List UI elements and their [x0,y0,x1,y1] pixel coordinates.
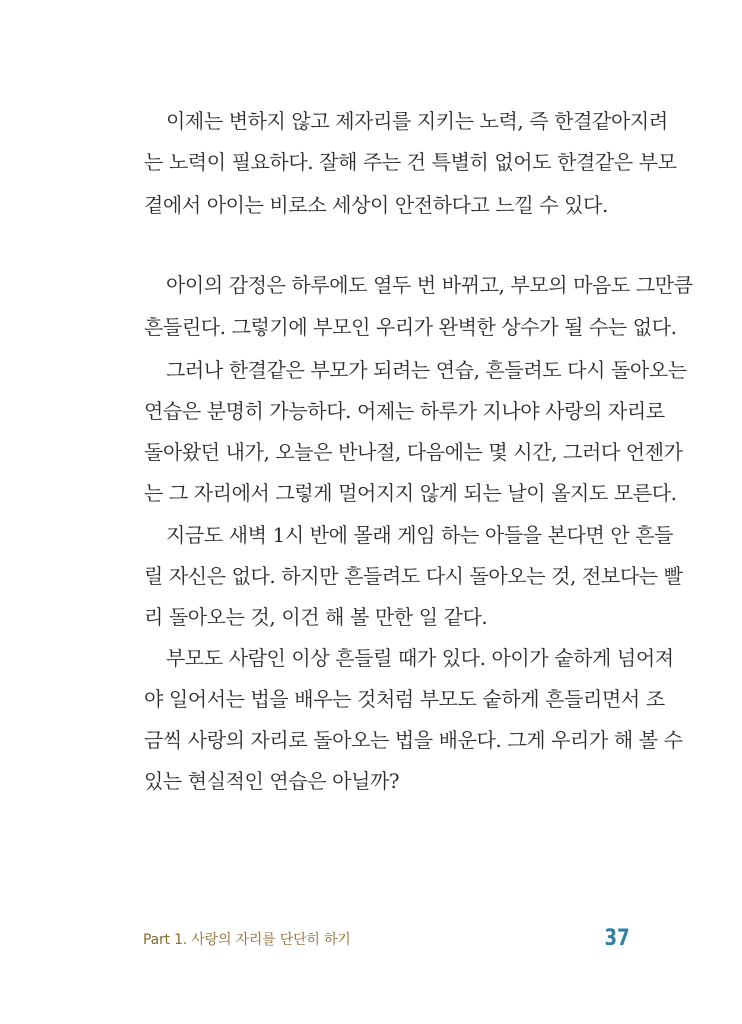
text-line: 부모도 사람인 이상 흔들릴 때가 있다. 아이가 숱하게 넘어져 [166,646,674,670]
text-line: 금씩 사랑의 자리로 돌아오는 법을 배운다. 그게 우리가 해 볼 수 [144,728,683,752]
text-line: 아이의 감정은 하루에도 열두 번 바뀌고, 부모의 마음도 그만큼 [166,273,693,297]
page-number: 37 [604,926,630,951]
text-line: 이제는 변하지 않고 제자리를 지키는 노력, 즉 한결같아지려 [166,109,668,133]
text-line: 흔들린다. 그렇기에 부모인 우리가 완벽한 상수가 될 수는 없다. [144,315,677,339]
text-line: 릴 자신은 없다. 하지만 흔들려도 다시 돌아오는 것, 전보다는 빨 [144,564,683,588]
text-line: 야 일어서는 법을 배우는 것처럼 부모도 숱하게 흔들리면서 조 [144,687,665,711]
running-footer-title: Part 1. 사랑의 자리를 단단히 하기 [143,932,351,948]
text-line: 있는 현실적인 연습은 아닐까? [144,769,400,793]
text-line: 지금도 새벽 1시 반에 몰래 게임 하는 아들을 본다면 안 흔들 [166,523,674,547]
text-line: 곁에서 아이는 비로소 세상이 안전하다고 느낄 수 있다. [144,193,608,217]
text-line: 돌아왔던 내가, 오늘은 반나절, 다음에는 몇 시간, 그러다 언젠가 [144,440,683,464]
text-line: 는 그 자리에서 그렇게 멀어지지 않게 되는 날이 올지도 모른다. [144,481,677,505]
text-line: 리 돌아오는 것, 이건 해 볼 만한 일 같다. [144,605,488,629]
text-line: 그러나 한결같은 부모가 되려는 연습, 흔들려도 다시 돌아오는 [166,358,687,382]
text-line: 연습은 분명히 가능하다. 어제는 하루가 지나야 사랑의 자리로 [144,399,665,423]
text-line: 는 노력이 필요하다. 잘해 주는 건 특별히 없어도 한결같은 부모 [144,150,677,174]
